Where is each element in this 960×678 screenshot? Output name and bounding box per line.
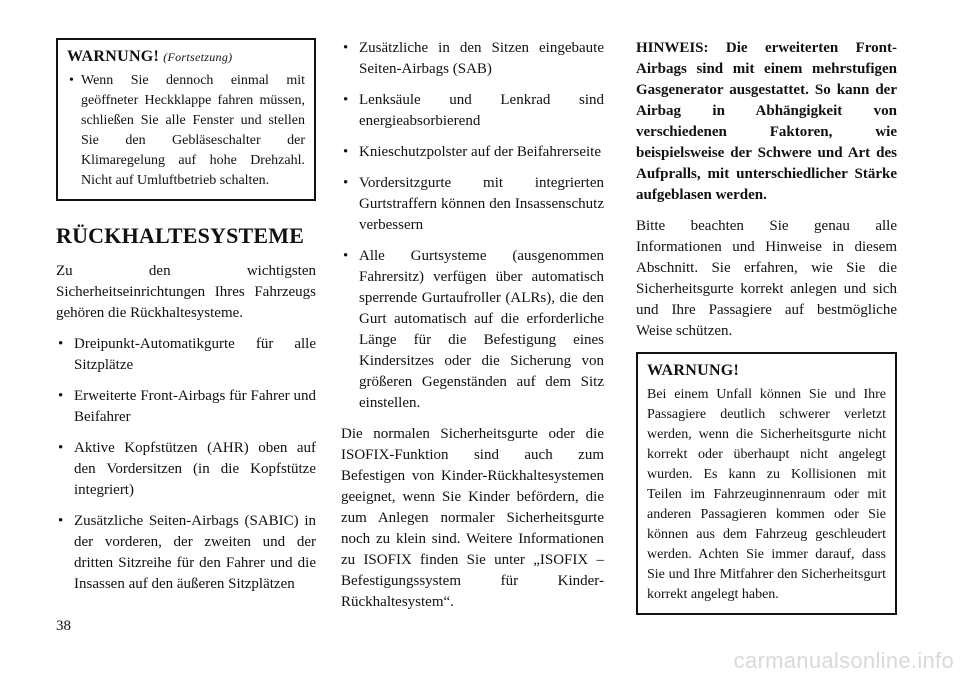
list-item: • Alle Gurtsysteme (ausgenommen Fahrersitz) verfügen über automatisch sperrende Gurtaufroller (ALRs), die den Gurt automatisch auf die erforderliche Länge für die Befestigung eines Kindersitzes oder die Sicherung von größeren Gegenständen auf dem Sitz einstellen. xyxy=(341,246,604,414)
warning-title: WARNUNG! xyxy=(647,362,740,379)
list-item: • Dreipunkt-Automatikgurte für alle Sitzplätze xyxy=(56,334,316,376)
page-number: 38 xyxy=(56,618,71,634)
restraint-list-left xyxy=(56,334,316,595)
list-item: • Vordersitzgurte mit integrierten Gurtstraffern können den Insassenschutz verbessern xyxy=(341,173,604,236)
warning-title: WARNUNG! (Fortsetzung) xyxy=(67,48,233,65)
warning-subtitle: (Fortsetzung) xyxy=(163,50,233,64)
warning-bullet: • Wenn Sie dennoch einmal mit geöffneter Heckklappe fahren müssen, schließen Sie alle Fenster und stellen Sie den Gebläseschalter der Klimaregelung auf hohe Drehzahl. Nicht auf Umluftbetrieb schalten. xyxy=(67,71,305,191)
note-paragraph: HINWEIS: Die erweiterten Front-Airbags sind mit einem mehrstufigen Gasgenerator ausgestattet. So kann der Airbag in Abhängigkeit von verschiedenen Faktoren, wie beispielsweise der Schwere und Art des Aufpralls, mit unterschiedlicher Stärke aufgeblasen werden. xyxy=(636,40,897,203)
warning-box xyxy=(636,352,897,615)
isofix-paragraph: Die normalen Sicherheitsgurte oder die ISOFIX-Funktion sind auch zum Befestigen von Kinder-Rückhaltesystemen geeignet, wenn Sie Kinder befördern, die zum Anlegen normaler Sicherheitsgurte noch zu klein sind. Weitere Informationen zu ISOFIX finden Sie unter „ISOFIX – Befestigungssystem für Kinder-Rückhaltesystem“. xyxy=(341,426,604,610)
warning-box-continued xyxy=(56,38,316,201)
list-item: • Aktive Kopfstützen (AHR) oben auf den Vordersitzen (in die Kopfstütze integriert) xyxy=(56,438,316,501)
list-item: • Zusätzliche in den Sitzen eingebaute Seiten-Airbags (SAB) xyxy=(341,38,604,80)
list-item: • Erweiterte Front-Airbags für Fahrer und Beifahrer xyxy=(56,386,316,428)
watermark: carmanualsonline.info xyxy=(733,648,954,673)
section-heading: RÜCKHALTESYSTEME xyxy=(56,223,305,248)
list-item: • Knieschutzpolster auf der Beifahrerseite xyxy=(341,142,604,163)
column-left xyxy=(56,38,316,605)
column-middle xyxy=(341,38,604,623)
column-right xyxy=(636,38,897,615)
intro-paragraph: Zu den wichtigsten Sicherheitseinrichtungen Ihres Fahrzeugs gehören die Rückhaltesysteme. xyxy=(56,263,316,321)
restraint-list-middle xyxy=(341,38,604,414)
warning-bullet-list xyxy=(67,71,305,191)
list-item: • Zusätzliche Seiten-Airbags (SABIC) in der vorderen, der zweiten und der dritten Sitzreihe für den Fahrer und die Insassen auf den äußeren Sitzplätzen xyxy=(56,511,316,595)
info-paragraph: Bitte beachten Sie genau alle Informationen und Hinweise in diesem Abschnitt. Sie erfahren, wie Sie die Sicherheitsgurte korrekt anlegen und sich und Ihre Passagiere auf bestmögliche Weise schützen. xyxy=(636,218,897,339)
list-item: • Lenksäule und Lenkrad sind energieabsorbierend xyxy=(341,90,604,132)
warning-text: Bei einem Unfall können Sie und Ihre Passagiere deutlich schwerer verletzt werden, wenn die Sicherheitsgurte nicht korrekt oder überhaupt nicht angelegt wurden. Es kann zu Kollisionen mit Teilen im Fahrzeuginnenraum oder mit anderen Passagieren kommen oder Sie können aus dem Fahrzeug geschleudert werden. Achten Sie immer darauf, dass Sie und Ihre Mitfahrer den Sicherheitsgurt korrekt angelegt haben. xyxy=(647,387,886,602)
